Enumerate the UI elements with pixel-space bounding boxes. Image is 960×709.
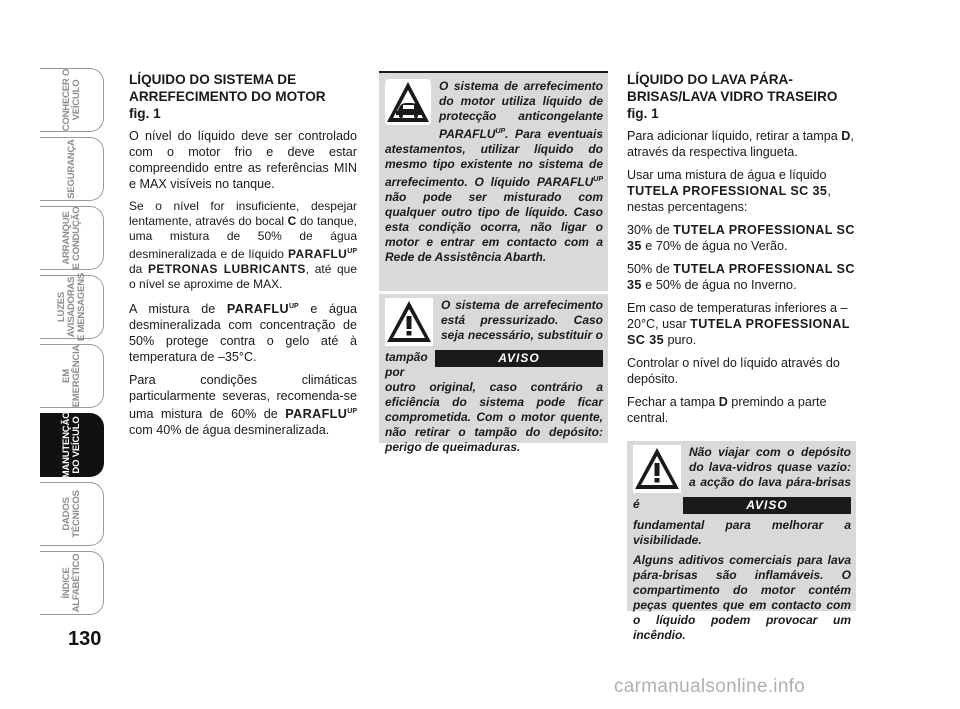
section-title xyxy=(129,71,357,122)
text: O sistema de arrefecimento do motor utiliza líquido de protecção anticongelante PARAFLU xyxy=(439,79,603,141)
paragraph: Controlar o nível do líquido através do depósito. xyxy=(627,356,840,386)
paragraph xyxy=(627,261,856,293)
text: e água desmineralizada com concentração de 50% protege contra o gelo até à temperatura de –35°C. xyxy=(129,302,357,364)
brand-name: TUTELA PROFESSIONAL SC 35 xyxy=(627,262,855,292)
tab-label: DADOS TÉCNICOS xyxy=(60,490,82,538)
text: Fechar a tampa xyxy=(627,395,719,409)
tab-label: ARRANQUE E CONDUÇÃO xyxy=(60,206,82,270)
superscript: UP xyxy=(495,128,506,135)
text: Para condições climáticas particularmente severas, recomenda-se uma mistura de 60% de xyxy=(129,373,357,421)
text: e 50% de água no Inverno. xyxy=(641,278,797,292)
tab-em-emergencia[interactable] xyxy=(40,344,104,408)
text: não pode ser misturado com qualquer outro tipo de líquido. Caso esta condição ocorra, não ligar o motor e entrar em contacto com a Rede de Assistência Abarth. xyxy=(385,190,603,264)
brand-name: TUTELA PROFESSIONAL SC 35 xyxy=(627,223,855,253)
paragraph: O nível do líquido deve ser controlado com o motor frio e deve estar compreendido entre as referências MIN e MAX visíveis no tanque. xyxy=(129,129,357,191)
text: do tanque, uma mistura de 50% de água desmineralizada e de líquido xyxy=(129,214,357,261)
text: 30% de xyxy=(627,223,674,237)
text: com 40% de água desmineralizada. xyxy=(129,423,330,437)
text: Em caso de temperaturas inferiores a –20°C, usar xyxy=(627,301,848,331)
tab-indice-alfabetico[interactable] xyxy=(40,551,104,615)
paragraph xyxy=(627,167,856,215)
text: 50% de xyxy=(627,262,674,276)
car-warning-icon xyxy=(385,79,431,125)
brand-name: TUTELA PROFESSIONAL SC 35 xyxy=(627,184,828,198)
paragraph xyxy=(627,128,856,160)
text: Se o nível for insuficiente, despejar lentamente, através do bocal xyxy=(129,199,357,228)
text: e 70% de água no Verão. xyxy=(641,239,788,253)
reference-letter: C xyxy=(287,214,297,228)
reference-letter: D xyxy=(718,395,728,409)
title-text: LÍQUIDO DO LAVA PÁRA-BRISAS/LAVA VIDRO TRASEIRO xyxy=(627,72,838,104)
text: , nestas percentagens: xyxy=(627,184,831,214)
paragraph xyxy=(627,394,856,426)
warning-note xyxy=(627,441,856,642)
warning-heading: AVISO xyxy=(683,497,851,514)
title-text: LÍQUIDO DO SISTEMA DE ARREFECIMENTO DO MOTOR xyxy=(129,72,326,104)
reference-letter: D xyxy=(841,129,851,143)
tab-label: EM EMERGÊNCIA xyxy=(60,344,82,408)
note-text: Não viajar com o depósito do lava-vidros quase vazio: a acção do lava pára-brisas é fundamental para melhorar a visibilidade. xyxy=(633,445,851,547)
text: . Para eventuais atestamentos, utilizar líquido do mesmo tipo existente no sistema de arrefecimento. O líquido PARAFLU xyxy=(385,127,603,189)
superscript: UP xyxy=(347,408,357,415)
paragraph xyxy=(627,222,856,254)
tab-label: MANUTENÇÃO DO VEÍCULO xyxy=(60,411,82,479)
coolant-section xyxy=(129,71,357,445)
figure-reference: fig. 1 xyxy=(627,106,659,121)
superscript: UP xyxy=(288,303,299,310)
warning-note xyxy=(379,294,608,454)
watermark: carmanualsonline.info xyxy=(614,676,806,697)
text: Usar uma mistura de água e líquido xyxy=(627,168,827,182)
brand-name: PARAFLU xyxy=(226,302,289,316)
warning-heading: AVISO xyxy=(435,350,603,367)
text: premindo a parte central. xyxy=(627,395,827,425)
figure-reference: fig. 1 xyxy=(129,106,161,121)
brand-name: TUTELA PROFESSIONAL SC 35 xyxy=(627,317,850,347)
page-number: 130 xyxy=(68,628,102,650)
brand-name: PARAFLU xyxy=(288,247,348,261)
text: da xyxy=(129,262,148,276)
brand-name: PARAFLU xyxy=(285,407,348,421)
note-text: Alguns aditivos comerciais para lava pára-brisas são inflamáveis. O compartimento do motor contém peças quentes que em contacto com o líquido podem provocar um incêndio. xyxy=(633,553,851,642)
tab-label: SEGURANÇA xyxy=(65,139,77,199)
tab-conhecer-o-veiculo[interactable] xyxy=(40,68,104,132)
warning-triangle-icon xyxy=(633,445,681,493)
text: A mistura de xyxy=(129,302,227,316)
tab-seguranca[interactable] xyxy=(40,137,104,201)
warning-triangle-icon xyxy=(385,298,433,346)
note-text: O sistema de arrefecimento está pressurizado. Caso seja necessário, substituir o tampão por outro original, caso contrário a eficiência do sistema pode ficar comprometida. Com o motor quente, não retirar o tampão do depósito: perigo de queimaduras. xyxy=(385,298,603,454)
paragraph xyxy=(627,300,856,348)
text: , até que o nível se aproxime de MAX. xyxy=(129,262,357,291)
section-title xyxy=(627,71,856,122)
tab-manutencao-do-veiculo[interactable] xyxy=(40,413,104,477)
note-top-rule xyxy=(379,71,608,73)
paragraph xyxy=(129,199,357,292)
text: , através da respectiva lingueta. xyxy=(627,129,854,159)
tab-luzes-avisadoras[interactable] xyxy=(40,272,104,342)
tab-arranque-e-conducao[interactable] xyxy=(40,206,104,270)
tab-label: CONHECER O VEÍCULO xyxy=(60,68,82,132)
paragraph xyxy=(129,299,357,365)
tab-dados-tecnicos[interactable] xyxy=(40,482,104,546)
superscript: UP xyxy=(593,176,603,183)
brand-name: PETRONAS LUBRICANTS xyxy=(147,262,306,276)
paragraph xyxy=(129,372,357,438)
superscript: UP xyxy=(347,248,357,255)
text: puro. xyxy=(664,333,697,347)
tab-label: ÍNDICE ALFABÉTICO xyxy=(60,553,82,613)
washer-fluid-section xyxy=(627,71,856,433)
text: Para adicionar líquido, retirar a tampa xyxy=(627,129,842,143)
tab-label: LUZES AVISADORAS E MENSAGENS xyxy=(55,272,87,342)
info-note xyxy=(379,71,608,291)
